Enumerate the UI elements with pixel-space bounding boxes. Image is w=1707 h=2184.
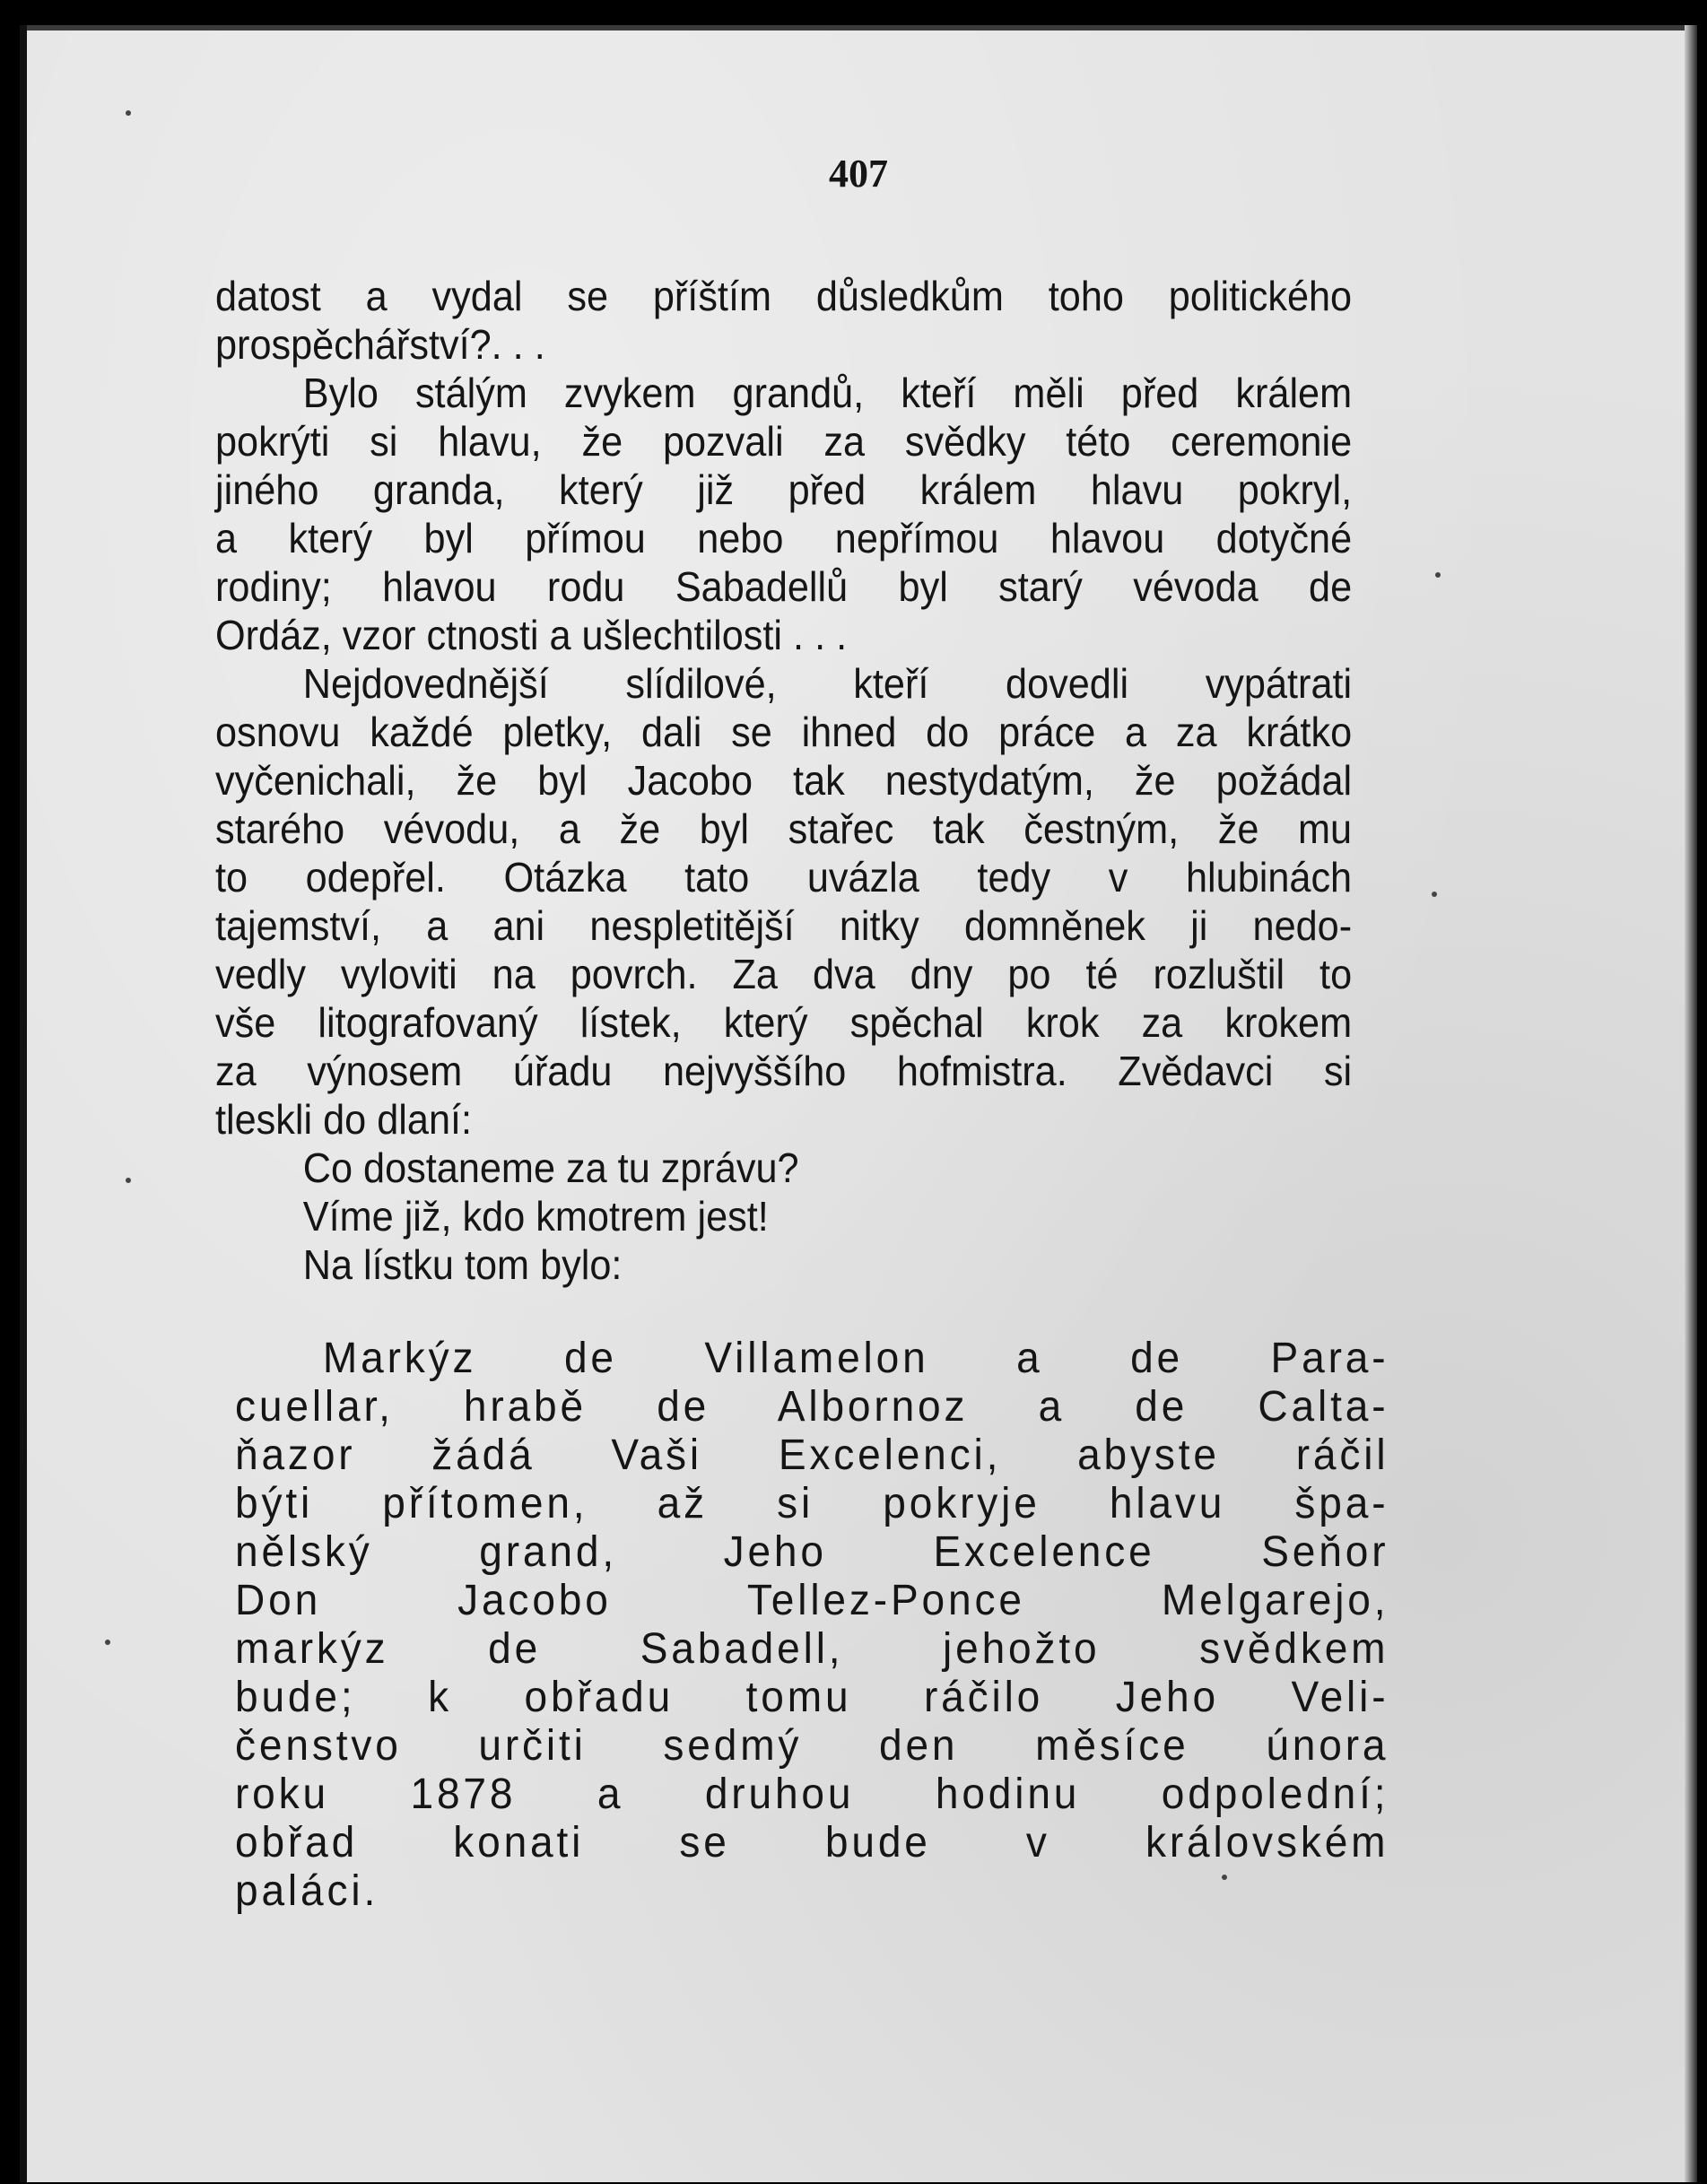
invitation-line: roku 1878 a druhou hodinu odpolední;: [235, 1771, 1389, 1818]
text-line: tleskli do dlaní:: [215, 1096, 473, 1143]
dialogue-line: Co dostaneme za tu zprávu?: [302, 1144, 799, 1191]
text-line: Bylo stálým zvykem grandů, kteří měli před králem: [302, 370, 1353, 416]
text-line: vedly vyloviti na povrch. Za dva dny po té rozluštil to: [215, 951, 1353, 997]
text-line: jiného granda, který již před králem hlavu pokryl,: [215, 466, 1353, 513]
invitation-line: obřad konati se bude v královském: [235, 1819, 1389, 1866]
scan-speck: [126, 110, 131, 116]
scan-speck: [126, 1178, 131, 1183]
invitation-line: cuellar, hrabě de Albornoz a de Calta-: [235, 1383, 1389, 1431]
invitation-line: čenstvo určiti sedmý den měsíce února: [235, 1722, 1389, 1770]
text-line: tajemství, a ani nespletitější nitky domněnek ji nedo-: [215, 902, 1353, 949]
page-right-edge-shadow: [1685, 25, 1697, 2182]
page-left-edge-shadow: [20, 25, 27, 2182]
invitation-line: paláci.: [235, 1867, 379, 1915]
invitation-line: nělský grand, Jeho Excelence Seňor: [235, 1528, 1389, 1576]
text-line: prospěchářství?. . .: [215, 321, 545, 368]
text-line: vše litografovaný lístek, který spěchal krok za krokem: [215, 999, 1353, 1046]
dialogue-line: Na lístku tom bylo:: [302, 1241, 623, 1288]
text-line: starého vévodu, a že byl stařec tak čestným, že mu: [215, 805, 1353, 852]
scan-speck: [1435, 572, 1441, 578]
page-number: 407: [829, 152, 888, 196]
dialogue-line: Víme již, kdo kmotrem jest!: [302, 1193, 769, 1240]
invitation-line: ňazor žádá Vaši Excelenci, abyste ráčil: [235, 1431, 1389, 1479]
body-text: [215, 272, 1352, 1289]
text-line: rodiny; hlavou rodu Sabadellů byl starý vévoda de: [215, 563, 1353, 610]
text-line: Ordáz, vzor ctnosti a ušlechtilosti . . .: [215, 612, 848, 658]
invitation-line: býti přítomen, až si pokryje hlavu špa-: [235, 1480, 1389, 1527]
invitation-line: Markýz de Villamelon a de Para-: [322, 1335, 1389, 1382]
scan-speck: [105, 1640, 110, 1645]
invitation-line: bude; k obřadu tomu ráčilo Jeho Veli-: [235, 1674, 1389, 1721]
text-line: osnovu každé pletky, dali se ihned do práce a za krátko: [215, 709, 1353, 755]
text-line: za výnosem úřadu nejvyššího hofmistra. Zvědavci si: [215, 1048, 1353, 1094]
text-line: vyčenichali, že byl Jacobo tak nestydatým, že požádal: [215, 757, 1353, 804]
page-top-edge-shadow: [20, 25, 1697, 30]
scan-speck: [1432, 892, 1437, 897]
text-line: pokrýti si hlavu, že pozvali za svědky této ceremonie: [215, 418, 1353, 465]
text-line: a který byl přímou nebo nepřímou hlavou dotyčné: [215, 515, 1353, 561]
text-line: to odepřel. Otázka tato uvázla tedy v hlubinách: [215, 854, 1353, 901]
invitation-line: markýz de Sabadell, jehožto svědkem: [235, 1625, 1389, 1673]
invitation-line: Don Jacobo Tellez-Ponce Melgarejo,: [235, 1577, 1389, 1624]
text-line: Nejdovednější slídilové, kteří dovedli vypátrati: [302, 660, 1353, 707]
text-line: datost a vydal se příštím důsledkům toho politického: [215, 273, 1353, 319]
book-page: [20, 25, 1697, 2182]
quoted-invitation: [235, 1335, 1389, 1916]
